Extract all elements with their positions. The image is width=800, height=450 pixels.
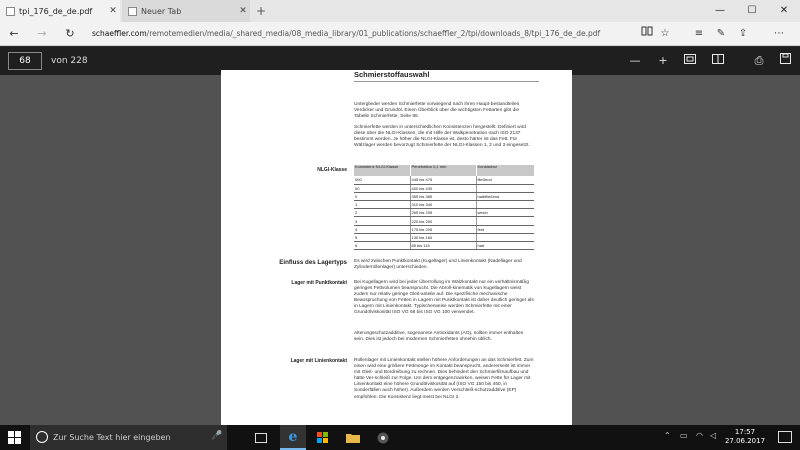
page-title: Schmierstoffauswahl [354,70,430,79]
table-cell: weich [476,209,534,217]
pdf-viewer[interactable] [0,70,800,425]
search-placeholder: Zur Suche Text hier eingeben [53,433,171,442]
table-cell: 265 bis 295 [410,209,476,217]
tab-title: Neuer Tab [141,6,182,16]
pdf-page [221,70,572,430]
section-title: Einfluss des Lagertyps [279,259,347,266]
table-cell: 85 bis 115 [410,242,476,250]
cortana-icon [36,431,48,443]
table-header: Konsistenz NLGI-Klasse [354,165,410,176]
title-rule [354,81,539,82]
page-icon [128,7,137,16]
clock-date: 27.06.2017 [724,437,766,445]
line-contact-label: Lager mit Linienkontakt [290,358,347,364]
store-app-icon[interactable] [310,425,336,450]
section-paragraph: Es wird zwischen Punktkontakt (Kugellager) und Linienkontakt (Nadellager und Zylinderrollenlager) unterschieden. [354,259,522,271]
fit-page-icon[interactable] [681,52,699,70]
tab-title: tpi_176_de_de.pdf [19,6,93,16]
address-bar [0,22,800,46]
page-count: von 228 [51,56,88,66]
close-tab-icon[interactable]: ✕ [239,6,247,16]
table-row [354,209,534,217]
network-icon[interactable]: ⌃ [664,431,671,440]
save-icon[interactable] [776,52,794,70]
table-header: Penetration 0,1 mm [410,165,476,176]
table-header-row [354,165,534,176]
antioxidant-paragraph: Alterungsschutzadditive, sogenannte Antioxidants (AO), sollten immer enthalten sein. Dies ist jedoch bei modernen Schmierfetten ohnehin üblich. [354,331,524,343]
intro-paragraph: Unterglieder werden Schmierfette vorwiegend nach ihren Haupt-bestandteilen Verdicker und Grundöl. Einen Überblick über die wichtigsten Fettarten gibt die Tabelle Schmierfette, Seite 86. [354,102,520,120]
edge-app-icon[interactable]: e [280,425,306,450]
nlgi-table [354,165,534,250]
clock-time: 17:57 [734,428,756,436]
action-center-icon[interactable] [778,431,792,443]
page-number-input[interactable]: 68 [8,52,42,70]
table-cell: halbfließend [476,192,534,200]
table-row [354,242,534,250]
minimize-button[interactable]: — [715,5,725,16]
table-cell [476,184,534,192]
table-cell: 355 bis 385 [410,192,476,200]
wifi-icon[interactable]: ◠ [696,431,703,440]
taskbar [0,425,800,450]
file-explorer-icon[interactable] [340,425,366,450]
table-row [354,233,534,241]
tab-pdf[interactable] [0,0,120,22]
back-button[interactable]: ← [9,27,19,40]
table-cell: 130 bis 160 [410,233,476,241]
hub-icon[interactable]: ≡ [694,28,704,39]
table-row [354,201,534,209]
table-cell: fließend [476,176,534,184]
more-icon[interactable]: ⋯ [774,28,784,39]
table-cell [476,233,534,241]
task-view-icon[interactable] [248,425,274,450]
star-icon[interactable]: ☆ [660,28,670,39]
zoom-out-icon[interactable]: — [629,54,641,67]
url-field[interactable] [92,27,632,41]
nlgi-label: NLGI-Klasse [317,167,347,173]
table-cell: 2 [354,209,410,217]
volume-icon[interactable]: ◁ [710,431,717,440]
two-page-icon[interactable] [709,52,727,70]
refresh-button[interactable]: ↻ [65,27,75,40]
forward-button[interactable]: → [37,27,47,40]
battery-icon[interactable]: ▭ [680,431,688,440]
print-icon[interactable]: ⎙ [754,54,764,67]
system-clock[interactable] [720,428,770,446]
table-cell: 00 [354,184,410,192]
table-row [354,176,534,184]
zoom-in-icon[interactable]: + [658,54,668,67]
new-tab-button[interactable]: + [255,4,267,18]
table-cell: 3 [354,217,410,225]
table-header: Konsistenz [476,165,534,176]
tab-strip [0,0,800,22]
table-cell: 175 bis 205 [410,225,476,233]
tab-new[interactable] [122,0,250,22]
table-cell: 5 [354,233,410,241]
table-row [354,217,534,225]
point-contact-paragraph: Bei Kugellagern wird bei jeder Überrollung im Wälzkontakt nur ein verhältnismäßig geringes Fettvolumen beansprucht. Die Abroll-kinematik von Kugellagern weist zudem nur relativ geringe Gleit-anteile auf. Die spezifische mechanische Beanspruchung von Fetten in Lagern mit Punktkontakt ist daher deutlich geringer als in Lagern mit Linienkontakt. Typischerweise werden Schmierfette mit einer Grundölviskosität ISO VG 68 bis ISO VG 100 verwendet. [354,280,534,316]
media-app-icon[interactable] [370,425,396,450]
table-cell: 1 [354,201,410,209]
pdf-file-icon [6,7,15,16]
point-contact-label: Lager mit Punktkontakt [291,280,347,286]
table-cell: 310 bis 340 [410,201,476,209]
table-row [354,192,534,200]
windows-start-icon[interactable] [8,431,21,444]
table-cell: 445 bis 475 [410,176,476,184]
table-cell: 000 [354,176,410,184]
web-note-icon[interactable]: ✎ [716,28,726,39]
table-row [354,184,534,192]
table-cell: 4 [354,225,410,233]
reading-view-icon[interactable] [638,26,656,42]
url-path: /remotemedien/media/_shared_media/08_media_library/01_publications/schaeffler_2/tpi/downloads_8/tpi_176_de_de.pdf [146,29,601,38]
consistency-paragraph: Schmierfette werden in unterschiedlichen Konsistenzen hergestellt. Definiert wird diese über die NLGI-Klassen, die mit Hilfe der Walkpenetration nach ISO 2137 bestimmt werden. Je höher die NLGI-Klasse ist, desto härter ist das Fett. Für Wälzlager werden bevorzugt Schmierfette der NLGI-Klassen 1, 2 und 3 eingesetzt. [354,125,530,149]
table-row [354,225,534,233]
close-tab-icon[interactable]: ✕ [109,6,117,16]
url-host: schaeffler.com [92,29,147,38]
table-cell: 220 bis 250 [410,217,476,225]
microphone-icon[interactable]: 🎤 [211,431,223,441]
table-cell: 6 [354,242,410,250]
table-cell [476,201,534,209]
table-cell [476,217,534,225]
close-window-button[interactable]: ✕ [779,5,789,16]
table-cell: 400 bis 430 [410,184,476,192]
table-cell: hart [476,242,534,250]
table-cell: fest [476,225,534,233]
table-cell: 0 [354,192,410,200]
line-contact-paragraph: Rollenlager mit Linienkontakt stellen höhere Anforderungen an das Schmierfett. Zum einen wird eine größere Fettmenge im Kontakt beansprucht, andererseits ist immer mit Gleit- und Bordreibung zu rechnen. Dies behindert den Schmierfilmaufbau und hätte Ver-schleiß zur Folge. Um dem entgegenzuwirken, weisen Fette für Lager mit Linienkontakt eine höhere Grundölviskosität auf (ISO VG 150 bis 460, in Sonderfällen auch höher). Außerdem werden Verschleiß-schutzadditive (EP) empfohlen. Die Konsistenz liegt meist bei NLGI 2. [354,358,534,400]
share-icon[interactable]: ⇪ [738,28,748,39]
taskbar-search[interactable] [30,425,227,450]
maximize-button[interactable]: ☐ [747,5,757,16]
